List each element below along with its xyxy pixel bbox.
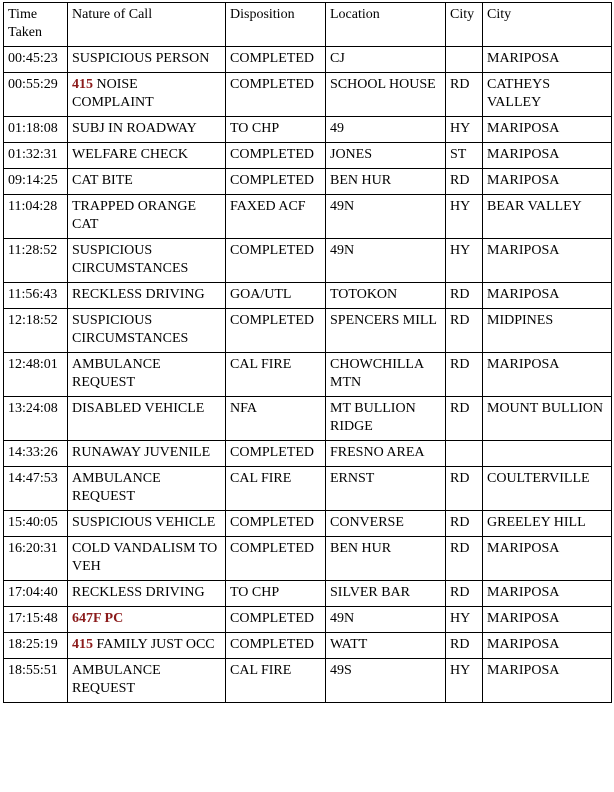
call-nature-text: RECKLESS DRIVING bbox=[72, 287, 205, 302]
cell-time: 18:25:19 bbox=[4, 633, 68, 659]
header-city-code: City bbox=[446, 3, 483, 47]
call-nature-text: AMBULANCE REQUEST bbox=[72, 357, 161, 390]
call-nature-text: FAMILY JUST OCC bbox=[93, 637, 215, 652]
table-row bbox=[4, 397, 612, 441]
cell-nature bbox=[68, 581, 226, 607]
cell-time: 17:04:40 bbox=[4, 581, 68, 607]
call-nature-text: SUSPICIOUS CIRCUMSTANCES bbox=[72, 243, 189, 276]
cell-nature bbox=[68, 169, 226, 195]
cell-disposition: TO CHP bbox=[226, 117, 326, 143]
cell-city: BEAR VALLEY bbox=[483, 195, 612, 239]
call-nature-text: NOISE COMPLAINT bbox=[72, 77, 154, 110]
cell-city bbox=[483, 441, 612, 467]
cell-disposition: FAXED ACF bbox=[226, 195, 326, 239]
table-row bbox=[4, 467, 612, 511]
call-nature-text: CAT BITE bbox=[72, 173, 133, 188]
call-nature-text: SUBJ IN ROADWAY bbox=[72, 121, 197, 136]
cell-city: MARIPOSA bbox=[483, 117, 612, 143]
table-row bbox=[4, 309, 612, 353]
cell-location: CJ bbox=[326, 47, 446, 73]
cell-location: BEN HUR bbox=[326, 169, 446, 195]
cell-time: 11:56:43 bbox=[4, 283, 68, 309]
cell-city-code: RD bbox=[446, 467, 483, 511]
cell-time: 15:40:05 bbox=[4, 511, 68, 537]
cell-city-code: HY bbox=[446, 117, 483, 143]
cell-nature bbox=[68, 633, 226, 659]
cell-disposition: COMPLETED bbox=[226, 169, 326, 195]
call-nature-text: TRAPPED ORANGE CAT bbox=[72, 199, 197, 232]
cell-time: 01:32:31 bbox=[4, 143, 68, 169]
cell-city-code: RD bbox=[446, 353, 483, 397]
cell-city: MARIPOSA bbox=[483, 47, 612, 73]
call-nature-text: SUSPICIOUS PERSON bbox=[72, 51, 210, 66]
header-disposition: Disposition bbox=[226, 3, 326, 47]
cell-nature bbox=[68, 283, 226, 309]
cell-disposition: COMPLETED bbox=[226, 47, 326, 73]
cell-city: MARIPOSA bbox=[483, 659, 612, 703]
cell-city-code: RD bbox=[446, 537, 483, 581]
header-city: City bbox=[483, 3, 612, 47]
cell-city-code: HY bbox=[446, 607, 483, 633]
cell-location: WATT bbox=[326, 633, 446, 659]
cell-city: MARIPOSA bbox=[483, 353, 612, 397]
cell-nature bbox=[68, 239, 226, 283]
table-row bbox=[4, 169, 612, 195]
cell-city-code: ST bbox=[446, 143, 483, 169]
table-row bbox=[4, 441, 612, 467]
cell-disposition: CAL FIRE bbox=[226, 659, 326, 703]
cell-nature bbox=[68, 397, 226, 441]
cell-city: MARIPOSA bbox=[483, 633, 612, 659]
cell-disposition: COMPLETED bbox=[226, 511, 326, 537]
table-row bbox=[4, 239, 612, 283]
cell-disposition: COMPLETED bbox=[226, 537, 326, 581]
cell-city: MOUNT BULLION bbox=[483, 397, 612, 441]
cell-nature bbox=[68, 441, 226, 467]
cell-nature bbox=[68, 511, 226, 537]
call-nature-text: RECKLESS DRIVING bbox=[72, 585, 205, 600]
cell-city-code: RD bbox=[446, 309, 483, 353]
call-nature-text: AMBULANCE REQUEST bbox=[72, 471, 161, 504]
cell-time: 11:04:28 bbox=[4, 195, 68, 239]
cell-disposition: COMPLETED bbox=[226, 73, 326, 117]
cell-city-code: RD bbox=[446, 581, 483, 607]
header-time: Time Taken bbox=[4, 3, 68, 47]
cell-city-code: RD bbox=[446, 397, 483, 441]
table-body bbox=[4, 47, 612, 703]
cell-time: 11:28:52 bbox=[4, 239, 68, 283]
cell-location: FRESNO AREA bbox=[326, 441, 446, 467]
header-nature: Nature of Call bbox=[68, 3, 226, 47]
cell-nature bbox=[68, 353, 226, 397]
call-log-table bbox=[3, 2, 612, 703]
cell-city-code: RD bbox=[446, 283, 483, 309]
table-row bbox=[4, 581, 612, 607]
cell-city-code: RD bbox=[446, 169, 483, 195]
call-nature-text: WELFARE CHECK bbox=[72, 147, 189, 162]
cell-city: MARIPOSA bbox=[483, 537, 612, 581]
cell-city-code: HY bbox=[446, 239, 483, 283]
call-nature-text: SUSPICIOUS VEHICLE bbox=[72, 515, 216, 530]
cell-city: MIDPINES bbox=[483, 309, 612, 353]
cell-time: 14:47:53 bbox=[4, 467, 68, 511]
call-nature-text: RUNAWAY JUVENILE bbox=[72, 445, 211, 460]
cell-location: SCHOOL HOUSE bbox=[326, 73, 446, 117]
table-row bbox=[4, 353, 612, 397]
cell-nature bbox=[68, 73, 226, 117]
cell-time: 12:48:01 bbox=[4, 353, 68, 397]
table-row bbox=[4, 511, 612, 537]
cell-time: 17:15:48 bbox=[4, 607, 68, 633]
cell-disposition: CAL FIRE bbox=[226, 353, 326, 397]
cell-location: 49N bbox=[326, 607, 446, 633]
cell-location: SPENCERS MILL bbox=[326, 309, 446, 353]
cell-disposition: COMPLETED bbox=[226, 309, 326, 353]
cell-location: 49N bbox=[326, 195, 446, 239]
cell-city-code: RD bbox=[446, 511, 483, 537]
call-code: 415 bbox=[72, 637, 93, 652]
cell-city: CATHEYS VALLEY bbox=[483, 73, 612, 117]
cell-disposition: CAL FIRE bbox=[226, 467, 326, 511]
cell-city: COULTERVILLE bbox=[483, 467, 612, 511]
cell-nature bbox=[68, 607, 226, 633]
cell-time: 00:55:29 bbox=[4, 73, 68, 117]
cell-location: TOTOKON bbox=[326, 283, 446, 309]
header-location: Location bbox=[326, 3, 446, 47]
cell-disposition: COMPLETED bbox=[226, 441, 326, 467]
cell-time: 18:55:51 bbox=[4, 659, 68, 703]
table-row bbox=[4, 117, 612, 143]
cell-city: MARIPOSA bbox=[483, 283, 612, 309]
cell-disposition: COMPLETED bbox=[226, 607, 326, 633]
call-code: 647F PC bbox=[72, 611, 124, 626]
table-row bbox=[4, 607, 612, 633]
cell-nature bbox=[68, 659, 226, 703]
cell-city: MARIPOSA bbox=[483, 581, 612, 607]
cell-city-code: RD bbox=[446, 73, 483, 117]
cell-time: 14:33:26 bbox=[4, 441, 68, 467]
cell-city-code: HY bbox=[446, 195, 483, 239]
table-row bbox=[4, 659, 612, 703]
cell-location: CONVERSE bbox=[326, 511, 446, 537]
call-nature-text: COLD VANDALISM TO VEH bbox=[72, 541, 218, 574]
cell-nature bbox=[68, 143, 226, 169]
cell-location: 49S bbox=[326, 659, 446, 703]
table-row bbox=[4, 73, 612, 117]
cell-disposition: COMPLETED bbox=[226, 143, 326, 169]
cell-city-code bbox=[446, 47, 483, 73]
cell-location: JONES bbox=[326, 143, 446, 169]
cell-location: 49N bbox=[326, 239, 446, 283]
call-nature-text: SUSPICIOUS CIRCUMSTANCES bbox=[72, 313, 189, 346]
cell-time: 01:18:08 bbox=[4, 117, 68, 143]
cell-nature bbox=[68, 467, 226, 511]
cell-nature bbox=[68, 47, 226, 73]
cell-disposition: COMPLETED bbox=[226, 633, 326, 659]
cell-city-code: HY bbox=[446, 659, 483, 703]
cell-location: ERNST bbox=[326, 467, 446, 511]
cell-city: MARIPOSA bbox=[483, 169, 612, 195]
cell-time: 00:45:23 bbox=[4, 47, 68, 73]
cell-city: MARIPOSA bbox=[483, 239, 612, 283]
cell-nature bbox=[68, 195, 226, 239]
cell-city: MARIPOSA bbox=[483, 607, 612, 633]
cell-disposition: NFA bbox=[226, 397, 326, 441]
table-row bbox=[4, 633, 612, 659]
table-row bbox=[4, 195, 612, 239]
table-row bbox=[4, 283, 612, 309]
cell-disposition: COMPLETED bbox=[226, 239, 326, 283]
cell-time: 13:24:08 bbox=[4, 397, 68, 441]
cell-nature bbox=[68, 537, 226, 581]
cell-time: 09:14:25 bbox=[4, 169, 68, 195]
cell-location: BEN HUR bbox=[326, 537, 446, 581]
cell-location: 49 bbox=[326, 117, 446, 143]
cell-nature bbox=[68, 117, 226, 143]
cell-time: 16:20:31 bbox=[4, 537, 68, 581]
cell-time: 12:18:52 bbox=[4, 309, 68, 353]
cell-city: MARIPOSA bbox=[483, 143, 612, 169]
call-nature-text: DISABLED VEHICLE bbox=[72, 401, 205, 416]
cell-city-code bbox=[446, 441, 483, 467]
call-code: 415 bbox=[72, 77, 93, 92]
cell-city-code: RD bbox=[446, 633, 483, 659]
cell-nature bbox=[68, 309, 226, 353]
header-row bbox=[4, 3, 612, 47]
cell-location: CHOWCHILLA MTN bbox=[326, 353, 446, 397]
cell-disposition: TO CHP bbox=[226, 581, 326, 607]
call-nature-text: AMBULANCE REQUEST bbox=[72, 663, 161, 696]
cell-location: MT BULLION RIDGE bbox=[326, 397, 446, 441]
cell-disposition: GOA/UTL bbox=[226, 283, 326, 309]
table-row bbox=[4, 537, 612, 581]
table-row bbox=[4, 47, 612, 73]
cell-city: GREELEY HILL bbox=[483, 511, 612, 537]
cell-location: SILVER BAR bbox=[326, 581, 446, 607]
table-row bbox=[4, 143, 612, 169]
